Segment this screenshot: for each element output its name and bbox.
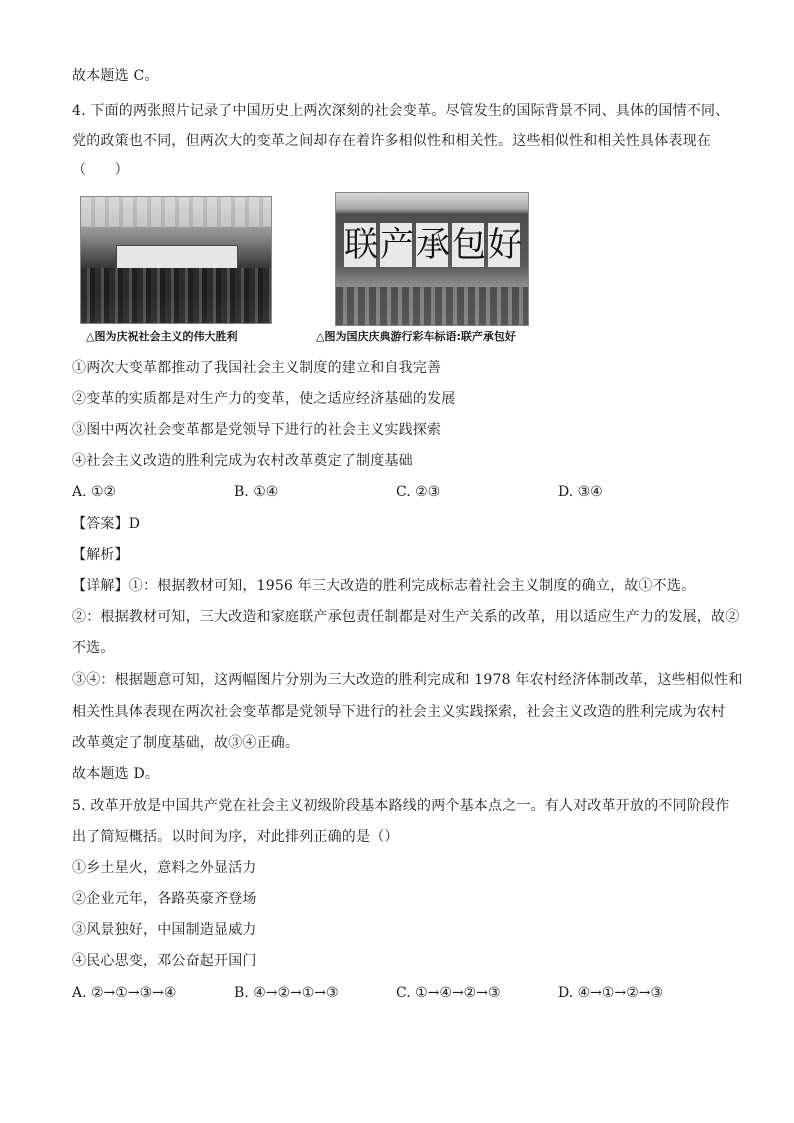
question-4-stem-line2: 党的政策也不同，但两次大的变革之间却存在着许多相似性和相关性。这些相似性和相关性具体表现在 <box>72 133 711 149</box>
photo-sky <box>81 197 271 227</box>
detail-line-1: 【详解】①：根据教材可知，1956 年三大改造的胜利完成标志着社会主义制度的确立，故①不选。 <box>72 578 696 594</box>
photo-caption-1: △图为庆祝社会主义的伟大胜利 <box>86 330 238 343</box>
text-line: 故本题选 C。 <box>72 68 159 84</box>
answer-label: 【答案】D <box>72 516 141 532</box>
sign-char: 好 <box>488 225 522 265</box>
question-4-photos <box>80 192 540 352</box>
question-5-stem-line2: 出了简短概括。以时间为序，对此排列正确的是（） <box>72 829 399 845</box>
phase-1: ①乡土星火，意料之外显活力 <box>72 860 257 876</box>
q4-option-d: D. ③④ <box>558 484 603 500</box>
detail-line-5: 相关性具体表现在两次社会变革都是党领导下进行的社会主义实践探索，社会主义改造的胜利完成为农村 <box>72 704 726 720</box>
question-5-stem-line1: 5. 改革开放是中国共产党在社会主义初级阶段基本路线的两个基本点之一。有人对改革开放的不同阶段作 <box>72 798 730 814</box>
question-4-stem-line1: 4. 下面的两张照片记录了中国历史上两次深刻的社会变革。尽管发生的国际背景不同、具体的国情不同、 <box>72 103 730 119</box>
sign-char: 承 <box>416 225 450 265</box>
detail-line-2: ②：根据教材可知，三大改造和家庭联产承包责任制都是对生产关系的改革，用以适应生产力的发展，故② <box>72 609 740 625</box>
sign-char: 包 <box>452 225 486 265</box>
statement-1: ①两次大变革都推动了我国社会主义制度的建立和自我完善 <box>72 360 442 376</box>
question-4-bracket: （ ） <box>72 162 129 178</box>
detail-line-7: 故本题选 D。 <box>72 766 160 782</box>
phase-2: ②企业元年，各路英豪齐登场 <box>72 891 257 907</box>
q4-option-b: B. ①④ <box>234 484 279 500</box>
detail-line-4: ③④：根据题意可知，这两幅图片分别为三大改造的胜利完成和 1978 年农村经济体制改革，这些相似性和 <box>72 672 743 688</box>
float-sign <box>344 215 520 275</box>
photo-caption-2: △图为国庆庆典游行彩车标语:联产承包好 <box>316 330 516 343</box>
detail-line-3: 不选。 <box>72 640 115 656</box>
photo-banner <box>116 245 238 269</box>
q5-option-c: C. ①→④→②→③ <box>396 985 501 1001</box>
photo-celebration <box>80 196 272 324</box>
statement-4: ④社会主义改造的胜利完成为农村改革奠定了制度基础 <box>72 453 413 469</box>
analysis-label: 【解析】 <box>72 547 129 563</box>
phase-3: ③风景独好，中国制造显威力 <box>72 922 257 938</box>
q5-option-d: D. ④→①→②→③ <box>558 985 664 1001</box>
q4-option-a: A. ①② <box>72 484 117 500</box>
phase-4: ④民心思变，邓公奋起开国门 <box>72 953 257 969</box>
statement-3: ③图中两次社会变革都是党领导下进行的社会主义实践探索 <box>72 422 442 438</box>
sign-char: 联 <box>344 225 378 265</box>
photo-parade-float <box>335 192 529 326</box>
photo-ground <box>336 287 528 325</box>
q5-option-b: B. ④→②→①→③ <box>234 985 339 1001</box>
sign-char: 产 <box>380 225 414 265</box>
q5-option-a: A. ②→①→③→④ <box>72 985 177 1001</box>
detail-line-6: 改革奠定了制度基础，故③④正确。 <box>72 735 300 751</box>
statement-2: ②变革的实质都是对生产力的变革，使之适应经济基础的发展 <box>72 391 456 407</box>
photo-crowd <box>81 268 271 323</box>
q4-option-c: C. ②③ <box>396 484 441 500</box>
